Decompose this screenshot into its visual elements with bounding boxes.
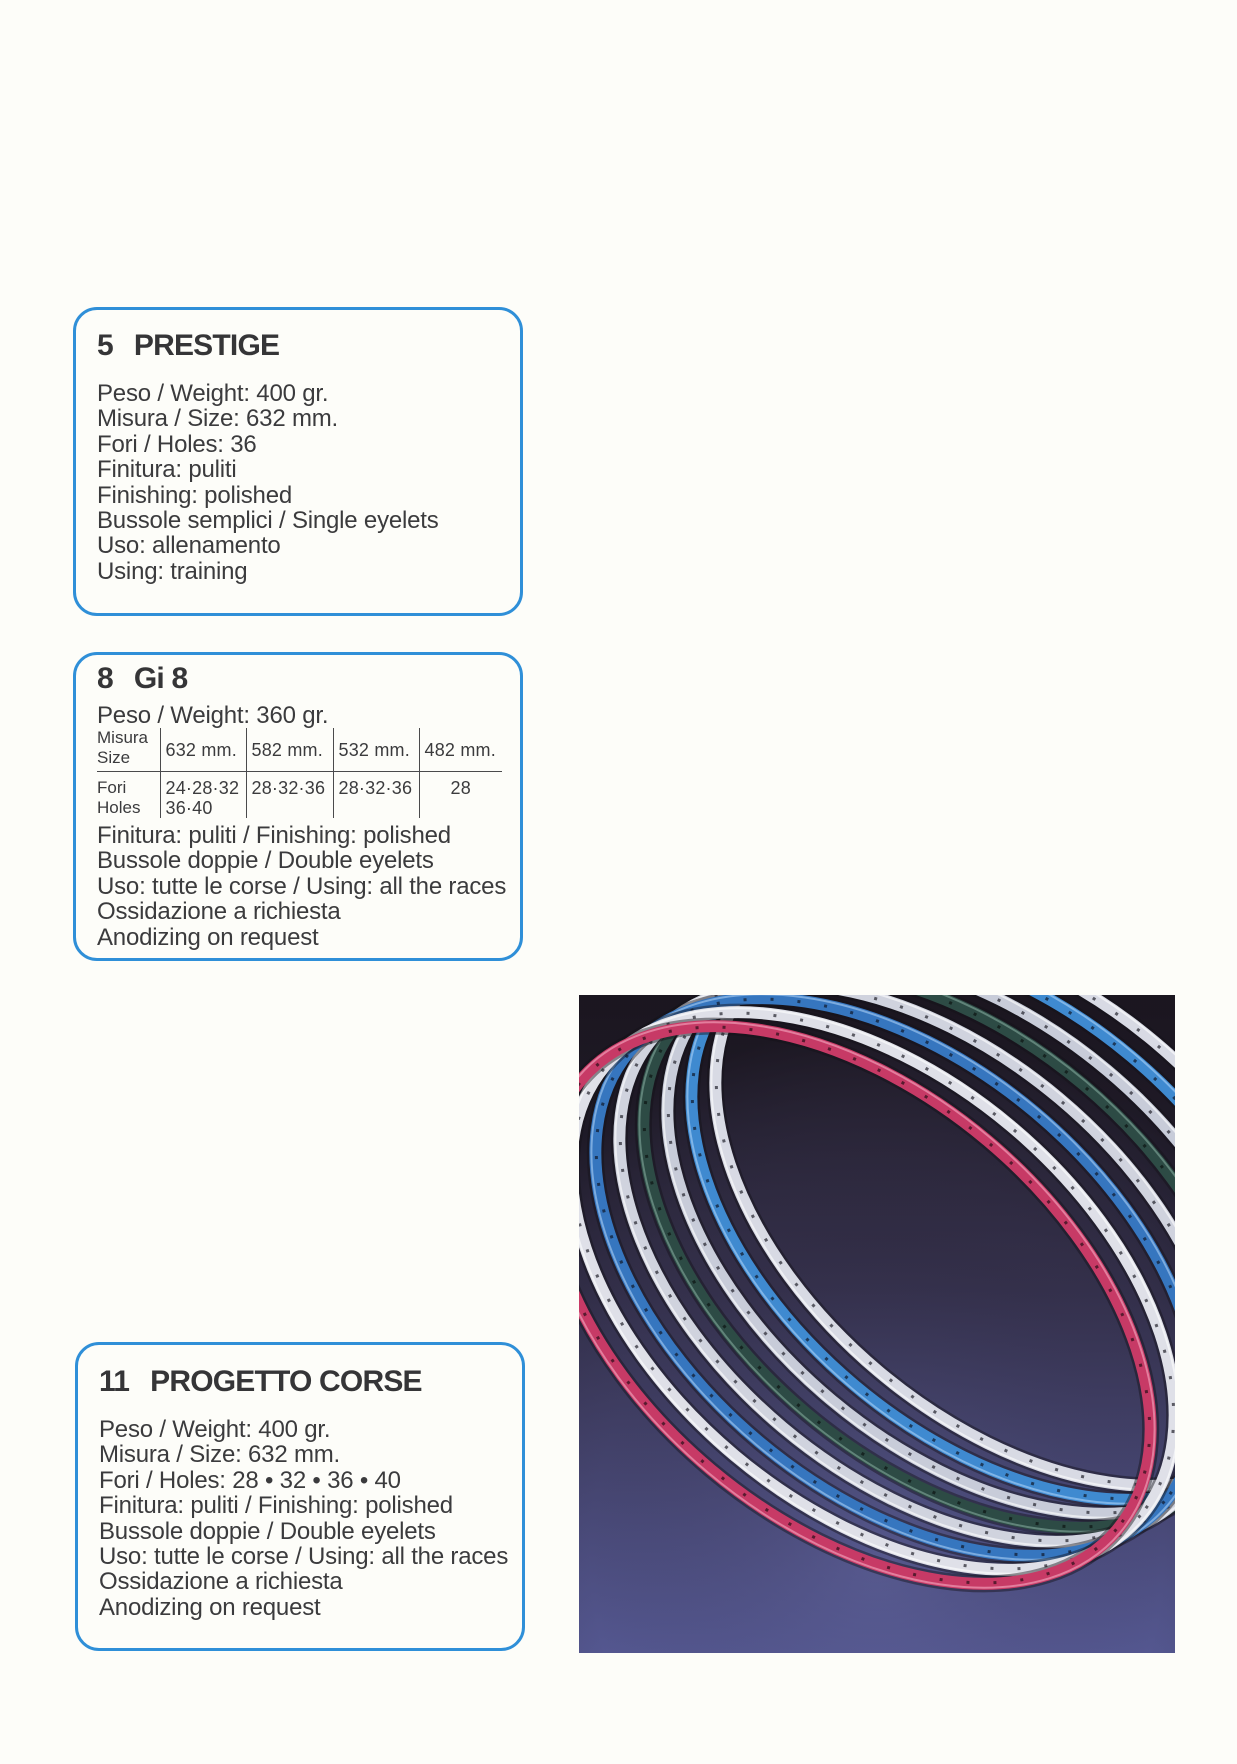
product-number: 11 (99, 1365, 130, 1398)
holes-value: 24·28·32 (165, 777, 240, 798)
spec-weight: Peso / Weight: 400 gr. (99, 1416, 331, 1443)
spec-finishing: Finishing: polished (97, 481, 292, 509)
holes-cell (333, 771, 419, 818)
spec-anodizing-en: Anodizing on request (99, 1593, 321, 1621)
spec-weight: Peso / Weight: 400 gr. (97, 380, 329, 407)
spec-holes: Fori / Holes: 36 (97, 430, 257, 458)
product-name: PROGETTO CORSE (150, 1365, 422, 1398)
holes-row-label (97, 771, 160, 818)
holes-value: 28·32·36 (251, 777, 326, 798)
spec-anodizing-it: Ossidazione a richiesta (99, 1568, 343, 1596)
size-cell: 482 mm. (419, 728, 502, 771)
size-cell: 632 mm. (160, 728, 246, 771)
spec-finitura: Finitura: puliti (97, 456, 237, 484)
spec-anodizing-en: Anodizing on request (97, 923, 319, 951)
product-name: Gi 8 (133, 662, 188, 695)
size-row (97, 728, 502, 771)
holes-label-en: Holes (97, 797, 141, 817)
rims-photo (579, 995, 1175, 1653)
holes-value: 28·32·36 (338, 777, 413, 798)
size-label-en: Size (97, 748, 131, 768)
spec-uso: Uso: allenamento (97, 532, 281, 560)
spec-finish: Finitura: puliti / Finishing: polished (97, 821, 451, 849)
spec-use: Uso: tutte le corse / Using: all the races (99, 1543, 509, 1571)
holes-cell (419, 771, 502, 818)
holes-cell (246, 771, 333, 818)
size-cell: 532 mm. (333, 728, 419, 771)
spec-holes: Fori / Holes: 28 • 32 • 36 • 40 (99, 1466, 401, 1494)
size-cell: 582 mm. (246, 728, 333, 771)
rims-photo-image (579, 995, 1175, 1653)
holes-row (97, 771, 502, 818)
product-number: 5 (97, 329, 113, 362)
size-holes-table (97, 728, 502, 818)
spec-eyelets: Bussole semplici / Single eyelets (97, 507, 439, 535)
product-title (99, 1365, 514, 1399)
spec-eyelets: Bussole doppie / Double eyelets (97, 847, 434, 875)
spec-size: Misura / Size: 632 mm. (99, 1441, 341, 1469)
holes-label-it: Fori (97, 777, 127, 797)
holes-cell (160, 771, 246, 818)
spec-using: Using: training (97, 557, 248, 585)
holes-value: 28 (450, 777, 471, 798)
product-title (97, 662, 512, 696)
product-card-gi8 (73, 652, 523, 961)
product-number: 8 (97, 662, 113, 695)
spec-eyelets: Bussole doppie / Double eyelets (99, 1517, 436, 1545)
size-label-it: Misura (97, 728, 149, 748)
size-row-label (97, 728, 160, 771)
product-card-prestige (73, 307, 523, 616)
product-title (97, 329, 512, 363)
spec-use: Uso: tutte le corse / Using: all the races (97, 872, 507, 900)
product-card-progetto-corse (75, 1342, 525, 1651)
spec-finish: Finitura: puliti / Finishing: polished (99, 1492, 453, 1520)
spec-anodizing-it: Ossidazione a richiesta (97, 898, 341, 926)
spec-weight: Peso / Weight: 360 gr. (97, 702, 329, 729)
spec-size: Misura / Size: 632 mm. (97, 405, 339, 433)
product-name: PRESTIGE (133, 329, 280, 362)
holes-value: 36·40 (165, 797, 213, 818)
